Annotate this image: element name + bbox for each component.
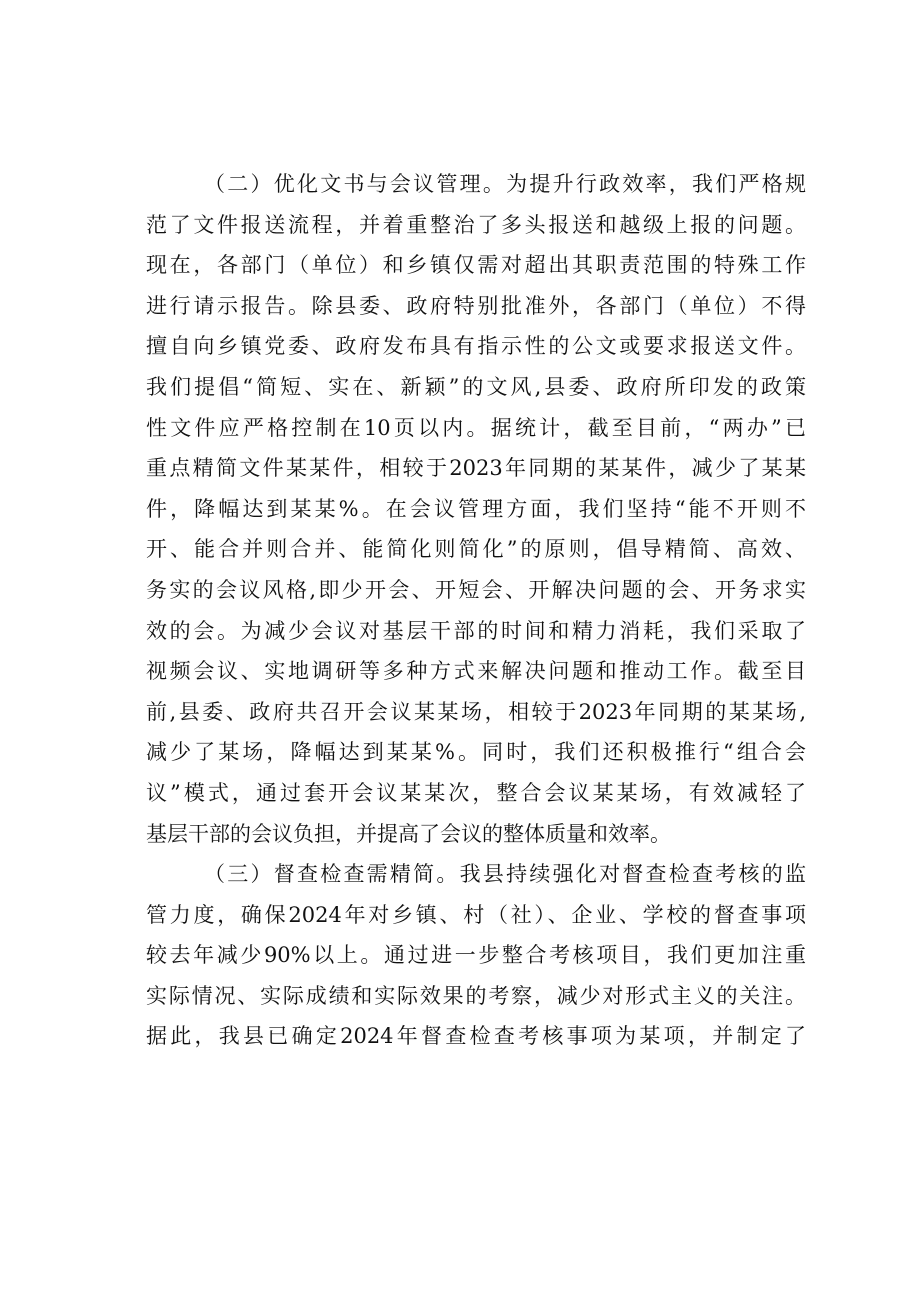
text-line: 视频会议、实地调研等多种方式来解决问题和推动工作。截至目 (146, 659, 806, 684)
text-line: 管力度，确保2024年对乡镇、村（社）、企业、学校的督查事项 (146, 902, 806, 927)
text-line: 据此，我县已确定2024年督查检查考核事项为某项，并制定了 (146, 1024, 806, 1049)
text-line: （二）优化文书与会议管理。为提升行政效率，我们严格规 (204, 172, 806, 196)
text-line: 范了文件报送流程，并着重整治了多头报送和越级上报的问题。 (146, 212, 806, 237)
text-line: 擅自向乡镇党委、政府发布具有指示性的公文或要求报送文件。 (146, 334, 806, 359)
text-line: 基层干部的会议负担，并提高了会议的整体质量和效率。 (146, 821, 671, 846)
body-text (146, 164, 806, 1057)
text-line: 前,县委、政府共召开会议某某场，相较于2023年同期的某某场, (146, 699, 806, 724)
text-line: 实际情况、实际成绩和实际效果的考察，减少对形式主义的关注。 (146, 983, 806, 1008)
paragraph-section-2 (146, 164, 806, 854)
text-line: 进行请示报告。除县委、政府特别批准外，各部门（单位）不得 (146, 293, 806, 318)
text-line: 性文件应严格控制在10页以内。据统计，截至目前，“两办”已 (146, 415, 806, 440)
text-line: 我们提倡“简短、实在、新颖”的文风,县委、政府所印发的政策 (146, 374, 806, 399)
text-line: 现在，各部门（单位）和乡镇仅需对超出其职责范围的特殊工作 (146, 253, 806, 278)
text-line: 开、能合并则合并、能简化则简化”的原则，倡导精简、高效、 (146, 537, 806, 562)
text-line: 务实的会议风格,即少开会、开短会、开解决问题的会、开务求实 (146, 577, 806, 602)
text-line: 议”模式，通过套开会议某某次，整合会议某某场，有效减轻了 (146, 780, 806, 805)
text-line: 减少了某场，降幅达到某某%。同时，我们还积极推行“组合会 (146, 740, 806, 765)
text-line: （三）督查检查需精简。我县持续强化对督查检查考核的监 (204, 862, 806, 887)
text-line: 重点精简文件某某件，相较于2023年同期的某某件，减少了某某 (146, 456, 806, 481)
text-line: 较去年减少90%以上。通过进一步整合考核项目，我们更加注重 (146, 943, 806, 968)
text-line: 效的会。为减少会议对基层干部的时间和精力消耗，我们采取了 (146, 618, 806, 643)
paragraph-section-3 (146, 854, 806, 1057)
text-line: 件，降幅达到某某%。在会议管理方面，我们坚持“能不开则不 (146, 496, 806, 521)
